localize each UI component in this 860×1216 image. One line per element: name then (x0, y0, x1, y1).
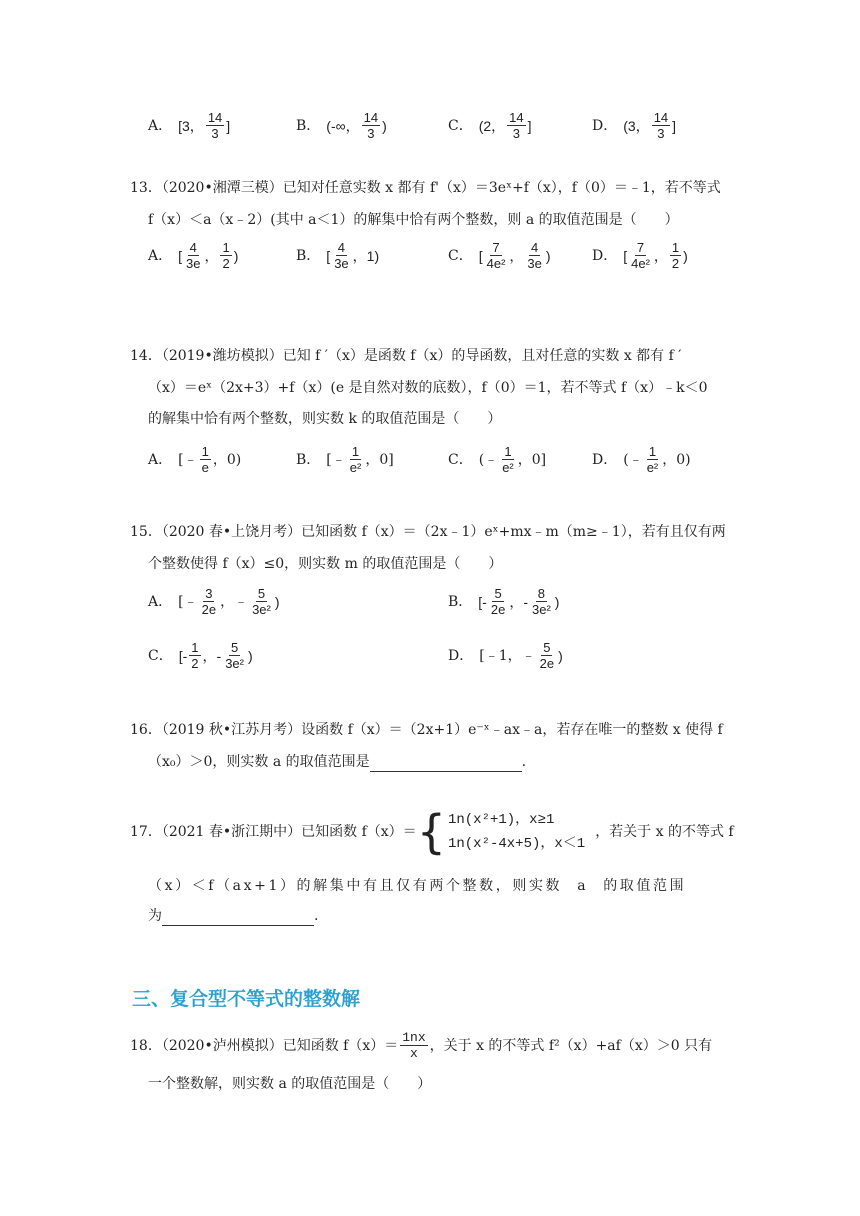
q13-option-d (592, 240, 688, 271)
option-close: ) (545, 247, 551, 264)
left-brace-icon: { (416, 805, 446, 859)
frac-den: 4e² (631, 256, 650, 271)
option-sep: ， (509, 247, 524, 264)
q18-tail: ，关于 x 的不等式 f²（x）+af（x）＞0 只有 (429, 1037, 713, 1054)
q13-line2: f（x）＜a（x﹣2）(其中 a＜1）的解集中恰有两个整数，则 a 的取值范围是（ ） (148, 212, 679, 228)
frac-num: 3 (205, 586, 213, 601)
option-close: ] (527, 117, 532, 134)
option-label: C． (148, 647, 173, 664)
option-close: ) (233, 247, 239, 264)
fraction (332, 240, 350, 271)
q18-line2: 一个整数解，则实数 a 的取值范围是（ ） (148, 1076, 432, 1092)
frac-num: 1 (191, 640, 199, 655)
frac-num: 1 (201, 444, 209, 459)
fraction (629, 240, 652, 271)
frac-num: 1 (504, 444, 512, 459)
fraction (250, 586, 273, 617)
option-close: ，0] (517, 451, 547, 468)
piecewise-function (416, 805, 586, 859)
option-open: [- (478, 593, 487, 610)
option-open: [﹣1，﹣ (479, 647, 536, 664)
q15-line1: 15．（2020 春•上饶月考）已知函数 f（x）＝（2x﹣1）eˣ+mx﹣m（m≥﹣1），若有且仅有两 (130, 524, 726, 540)
frac-num: 8 (537, 586, 546, 601)
option-close: ) (554, 593, 560, 610)
q13-line1: 13．（2020•湘潭三模）已知对任意实数 x 都有 f'（x）＝3eˣ+f（x），f（0）＝﹣1，若不等式 (130, 180, 721, 196)
fraction (670, 240, 681, 271)
q18-lead: 18．（2020•泸州模拟）已知函数 f（x）＝ (130, 1037, 399, 1054)
frac-den: 3 (657, 126, 665, 141)
option-label: B． (296, 247, 321, 264)
q13-option-c (448, 240, 551, 271)
option-label: A． (148, 247, 173, 264)
option-open: (﹣ (623, 451, 643, 468)
q12-option-c (448, 110, 532, 141)
frac-num: 4 (189, 240, 197, 255)
option-close: ，0) (212, 451, 242, 468)
q18-line1 (130, 1030, 712, 1061)
fraction (500, 444, 516, 475)
option-close: ) (683, 247, 688, 264)
fraction (206, 110, 224, 141)
frac-num: 5 (543, 640, 551, 655)
q14-line2: （x）＝eˣ（2x+3）+f（x）(e 是自然对数的底数），f（0）＝1，若不等式 f（x）﹣k＜0 (148, 380, 708, 396)
q14-option-d (592, 444, 691, 475)
option-close: ) (558, 647, 563, 664)
option-label: B． (448, 593, 473, 610)
option-label: B． (296, 117, 321, 134)
frac-den: e² (349, 460, 362, 475)
frac-den: 3e² (252, 602, 271, 617)
option-close: ] (672, 117, 677, 134)
option-label: A． (148, 451, 173, 468)
q15-option-c (148, 640, 253, 671)
option-label: B． (296, 451, 321, 468)
option-open: [3， (178, 117, 204, 134)
fraction (362, 110, 380, 141)
option-open: [ (178, 247, 183, 264)
q14-line3: 的解集中恰有两个整数，则实数 k 的取值范围是（ ） (148, 411, 502, 427)
fraction (489, 586, 507, 617)
fraction (652, 110, 670, 141)
frac-num: 1nx (402, 1030, 426, 1045)
option-label: C． (448, 117, 473, 134)
q17-line3-end: . (314, 908, 319, 924)
fraction (538, 640, 556, 671)
q14-option-a (148, 444, 241, 475)
q14-option-b (296, 444, 394, 475)
option-label: A． (148, 117, 173, 134)
q16-line2-end: . (521, 754, 527, 770)
option-sep: ，- (202, 647, 222, 664)
frac-num: 1 (671, 240, 680, 255)
q13-option-a (148, 240, 238, 271)
q17-lead: 17．（2021 春•浙江期中）已知函数 f（x）＝ (130, 824, 417, 840)
q15-line2: 个整数使得 f（x）≤0，则实数 m 的取值范围是（ ） (148, 556, 503, 572)
fraction (223, 640, 246, 671)
option-open: (2， (478, 117, 506, 134)
option-label: D． (592, 247, 618, 264)
q17-line3-text: 为 (148, 908, 162, 924)
fraction (220, 240, 231, 271)
frac-num: 5 (494, 586, 502, 601)
frac-num: 14 (509, 110, 524, 125)
frac-den: 3 (367, 126, 375, 141)
q13-option-b (296, 240, 379, 271)
frac-num: 5 (230, 640, 239, 655)
frac-num: 1 (222, 240, 230, 255)
q14-line1: 14．（2019•潍坊模拟）已知 f ′（x）是函数 f（x）的导函数，且对任意的实数 x 都有 f ′ (130, 348, 682, 364)
frac-den: 2e (539, 656, 555, 671)
option-close: ，0) (662, 451, 691, 468)
option-sep: ， (352, 247, 367, 264)
q16-line2 (148, 752, 526, 772)
frac-den: 3 (211, 126, 219, 141)
fraction (485, 240, 508, 271)
cases (448, 808, 585, 856)
q17-tail: ，若关于 x 的不等式 f (595, 824, 734, 840)
option-open: [ (623, 247, 628, 264)
option-close: ) (382, 117, 387, 134)
fraction (530, 586, 553, 617)
q16-line2-text: （x₀）＞0，则实数 a 的取值范围是 (148, 754, 370, 770)
option-label: C． (448, 451, 473, 468)
option-label: D． (592, 117, 618, 134)
frac-den: 2e (490, 602, 506, 617)
fraction (184, 240, 202, 271)
q17-line1 (130, 805, 734, 859)
frac-num: 7 (492, 240, 500, 255)
frac-den: 2e (201, 602, 217, 617)
frac-den: e (201, 460, 209, 475)
fraction (525, 240, 543, 271)
fraction (507, 110, 525, 141)
option-open: [- (178, 647, 188, 664)
option-tail: 1) (366, 247, 380, 264)
option-label: A． (148, 593, 173, 610)
option-label: C． (448, 247, 473, 264)
option-sep: ， (204, 247, 219, 264)
frac-den: e² (646, 460, 659, 475)
fraction (645, 444, 661, 475)
q17-line3 (148, 906, 318, 926)
q15-option-d (448, 640, 563, 671)
frac-num: 14 (363, 110, 379, 125)
q16-line1: 16．（2019 秋•江苏月考）设函数 f（x）＝（2x+1）e⁻ˣ﹣ax﹣a，若存在唯一的整数 x 使得 f (130, 722, 723, 738)
option-close: ] (226, 117, 231, 134)
option-close: ) (247, 647, 253, 664)
q14-option-c (448, 444, 546, 475)
frac-den: 4e² (486, 256, 506, 271)
option-close: ，0] (365, 451, 394, 468)
option-open: [ (478, 247, 483, 264)
frac-num: 1 (648, 444, 657, 459)
option-sep: ，﹣ (220, 593, 249, 610)
q12-option-d (592, 110, 676, 141)
frac-num: 14 (653, 110, 669, 125)
frac-num: 5 (257, 586, 266, 601)
q12-option-a (148, 110, 230, 141)
frac-den: e² (502, 460, 514, 475)
section-heading: 三、复合型不等式的整数解 (132, 988, 361, 1010)
option-open: (3， (623, 117, 650, 134)
frac-den: 2 (671, 256, 680, 271)
q15-option-b (448, 586, 559, 617)
answer-blank[interactable] (162, 909, 314, 926)
frac-num: 7 (636, 240, 645, 255)
case-2: 1n(x²-4x+5)，x＜1 (447, 836, 586, 852)
fraction (200, 586, 218, 617)
option-label: D． (448, 647, 474, 664)
option-open: (﹣ (478, 451, 499, 468)
frac-den: 3e² (532, 602, 551, 617)
frac-num: 4 (337, 240, 346, 255)
frac-den: 2 (191, 656, 199, 671)
q12-option-b (296, 110, 387, 141)
option-open: [ (326, 247, 331, 264)
option-sep: ， (653, 247, 668, 264)
frac-den: 3e (186, 256, 201, 271)
frac-den: x (410, 1046, 418, 1061)
frac-num: 4 (531, 240, 539, 255)
option-sep: ，- (509, 593, 528, 610)
option-open: [﹣ (178, 593, 198, 610)
frac-den: 3e² (225, 656, 244, 671)
fraction (348, 444, 364, 475)
option-open: [﹣ (326, 451, 346, 468)
frac-num: 14 (207, 110, 223, 125)
frac-den: 3 (512, 126, 521, 141)
fraction (189, 640, 200, 671)
q15-option-a (148, 586, 280, 617)
option-label: D． (592, 451, 618, 468)
option-open: [﹣ (178, 451, 198, 468)
option-open: (-∞， (326, 117, 360, 134)
frac-den: 2 (222, 256, 230, 271)
frac-den: 3e (527, 256, 542, 271)
frac-num: 1 (351, 444, 360, 459)
option-close: ) (274, 593, 280, 610)
answer-blank[interactable] (370, 755, 522, 772)
fraction (400, 1030, 427, 1061)
frac-den: 3e (334, 256, 349, 271)
fraction (200, 444, 211, 475)
case-1: 1n(x²+1)，x≥1 (447, 812, 555, 828)
q17-line2: （x）＜f（ax+1）的解集中有且仅有两个整数，则实数 a 的取值范围 (148, 878, 687, 894)
